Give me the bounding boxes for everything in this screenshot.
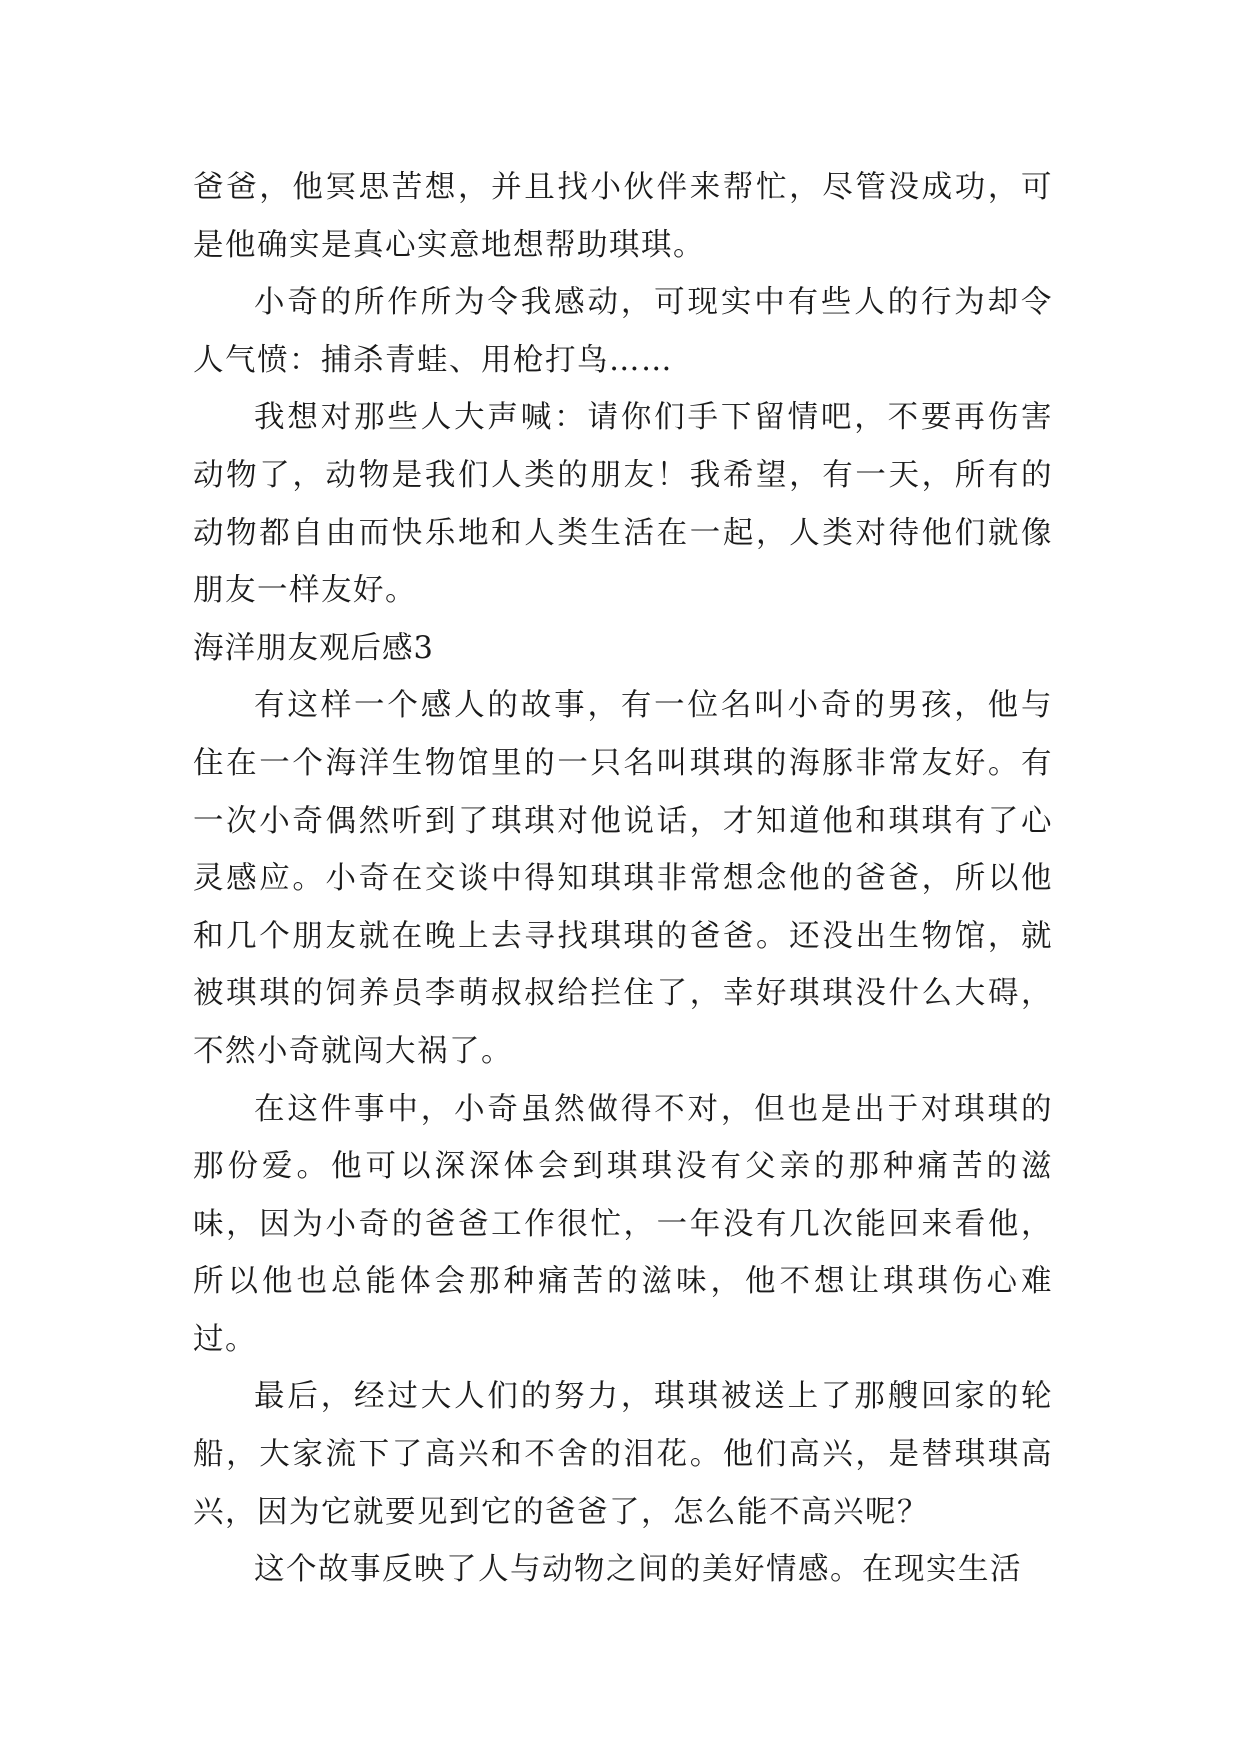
paragraph-ending: 最后，经过大人们的努力，琪琪被送上了那艘回家的轮船，大家流下了高兴和不舍的泪花。他们高兴，是替琪琪高兴，因为它就要见到它的爸爸了，怎么能不高兴呢？ <box>193 1379 1053 1530</box>
paragraph-continued: 爸爸，他冥思苦想，并且找小伙伴来帮忙，尽管没成功，可是他确实是真心实意地想帮助琪琪。 <box>193 170 1053 263</box>
paragraph-conclusion: 这个故事反映了人与动物之间的美好情感。在现实生活 <box>254 1552 1022 1588</box>
paragraph-touched: 小奇的所作所为令我感动，可现实中有些人的行为却令人气愤：捕杀青蛙、用枪打鸟…… <box>193 285 1053 378</box>
paragraph-plea: 我想对那些人大声喊：请你们手下留情吧，不要再伤害动物了，动物是我们人类的朋友！我希望，有一天，所有的动物都自由而快乐地和人类生活在一起，人类对待他们就像朋友一样友好。 <box>193 400 1053 609</box>
section-heading: 海洋朋友观后感3 <box>193 630 434 666</box>
paragraph-reflection: 在这件事中，小奇虽然做得不对，但也是出于对琪琪的那份爱。他可以深深体会到琪琪没有父亲的那种痛苦的滋味，因为小奇的爸爸工作很忙，一年没有几次能回来看他，所以他也总能体会那种痛苦的滋味，他不想让琪琪伤心难过。 <box>193 1091 1053 1357</box>
document-body <box>193 159 1053 1599</box>
paragraph-story: 有这样一个感人的故事，有一位名叫小奇的男孩，他与住在一个海洋生物馆里的一只名叫琪琪的海豚非常友好。有一次小奇偶然听到了琪琪对他说话，才知道他和琪琪有了心灵感应。小奇在交谈中得知琪琪非常想念他的爸爸，所以他和几个朋友就在晚上去寻找琪琪的爸爸。还没出生物馆，就被琪琪的饲养员李萌叔叔给拦住了，幸好琪琪没什么大碍，不然小奇就闯大祸了。 <box>193 688 1053 1069</box>
